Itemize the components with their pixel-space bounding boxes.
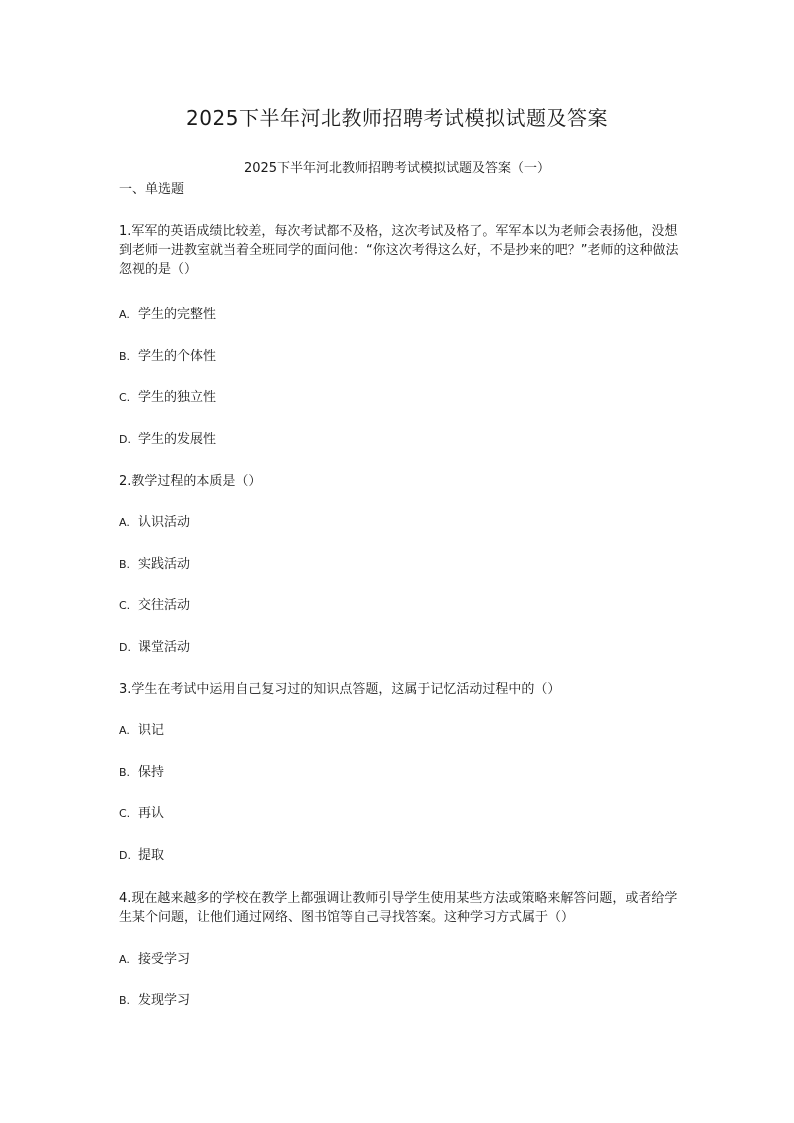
option-2c: C. 交往活动	[119, 598, 191, 613]
question-3: 3.学生在考试中运用自己复习过的知识点答题，这属于记忆活动过程中的（）	[119, 682, 561, 697]
option-4b: B. 发现学习	[119, 993, 191, 1008]
question-2: 2.教学过程的本质是（）	[119, 474, 262, 489]
question-1: 1.军军的英语成绩比较差，每次考试都不及格，这次考试及格了。军军本以为老师会表扬他，没想到老师一进教室就当着全班同学的面问他：“你这次考得这么好，不是抄来的吧？”老师的这种做法忽视的是（）	[119, 224, 679, 277]
document-title: 2025下半年河北教师招聘考试模拟试题及答案	[186, 106, 608, 130]
document-subtitle: 2025下半年河北教师招聘考试模拟试题及答案（一）	[243, 161, 551, 176]
option-3c: C. 再认	[119, 806, 165, 821]
option-2a: A. 认识活动	[119, 515, 191, 530]
option-3b: B. 保持	[119, 765, 165, 780]
section-heading: 一、单选题	[119, 182, 185, 197]
question-4: 4.现在越来越多的学校在教学上都强调让教师引导学生使用某些方法或策略来解答问题，或者给学生某个问题，让他们通过网络、图书馆等自己寻找答案。这种学习方式属于（）	[119, 891, 678, 925]
option-3d: D. 提取	[119, 848, 165, 863]
option-1d: D. 学生的发展性	[119, 432, 217, 447]
option-2d: D. 课堂活动	[119, 640, 191, 655]
option-1a: A. 学生的完整性	[119, 307, 217, 322]
option-4a: A. 接受学习	[119, 952, 191, 967]
option-1b: B. 学生的个体性	[119, 349, 217, 364]
option-3a: A. 识记	[119, 723, 165, 738]
option-1c: C. 学生的独立性	[119, 390, 217, 405]
option-2b: B. 实践活动	[119, 557, 191, 572]
